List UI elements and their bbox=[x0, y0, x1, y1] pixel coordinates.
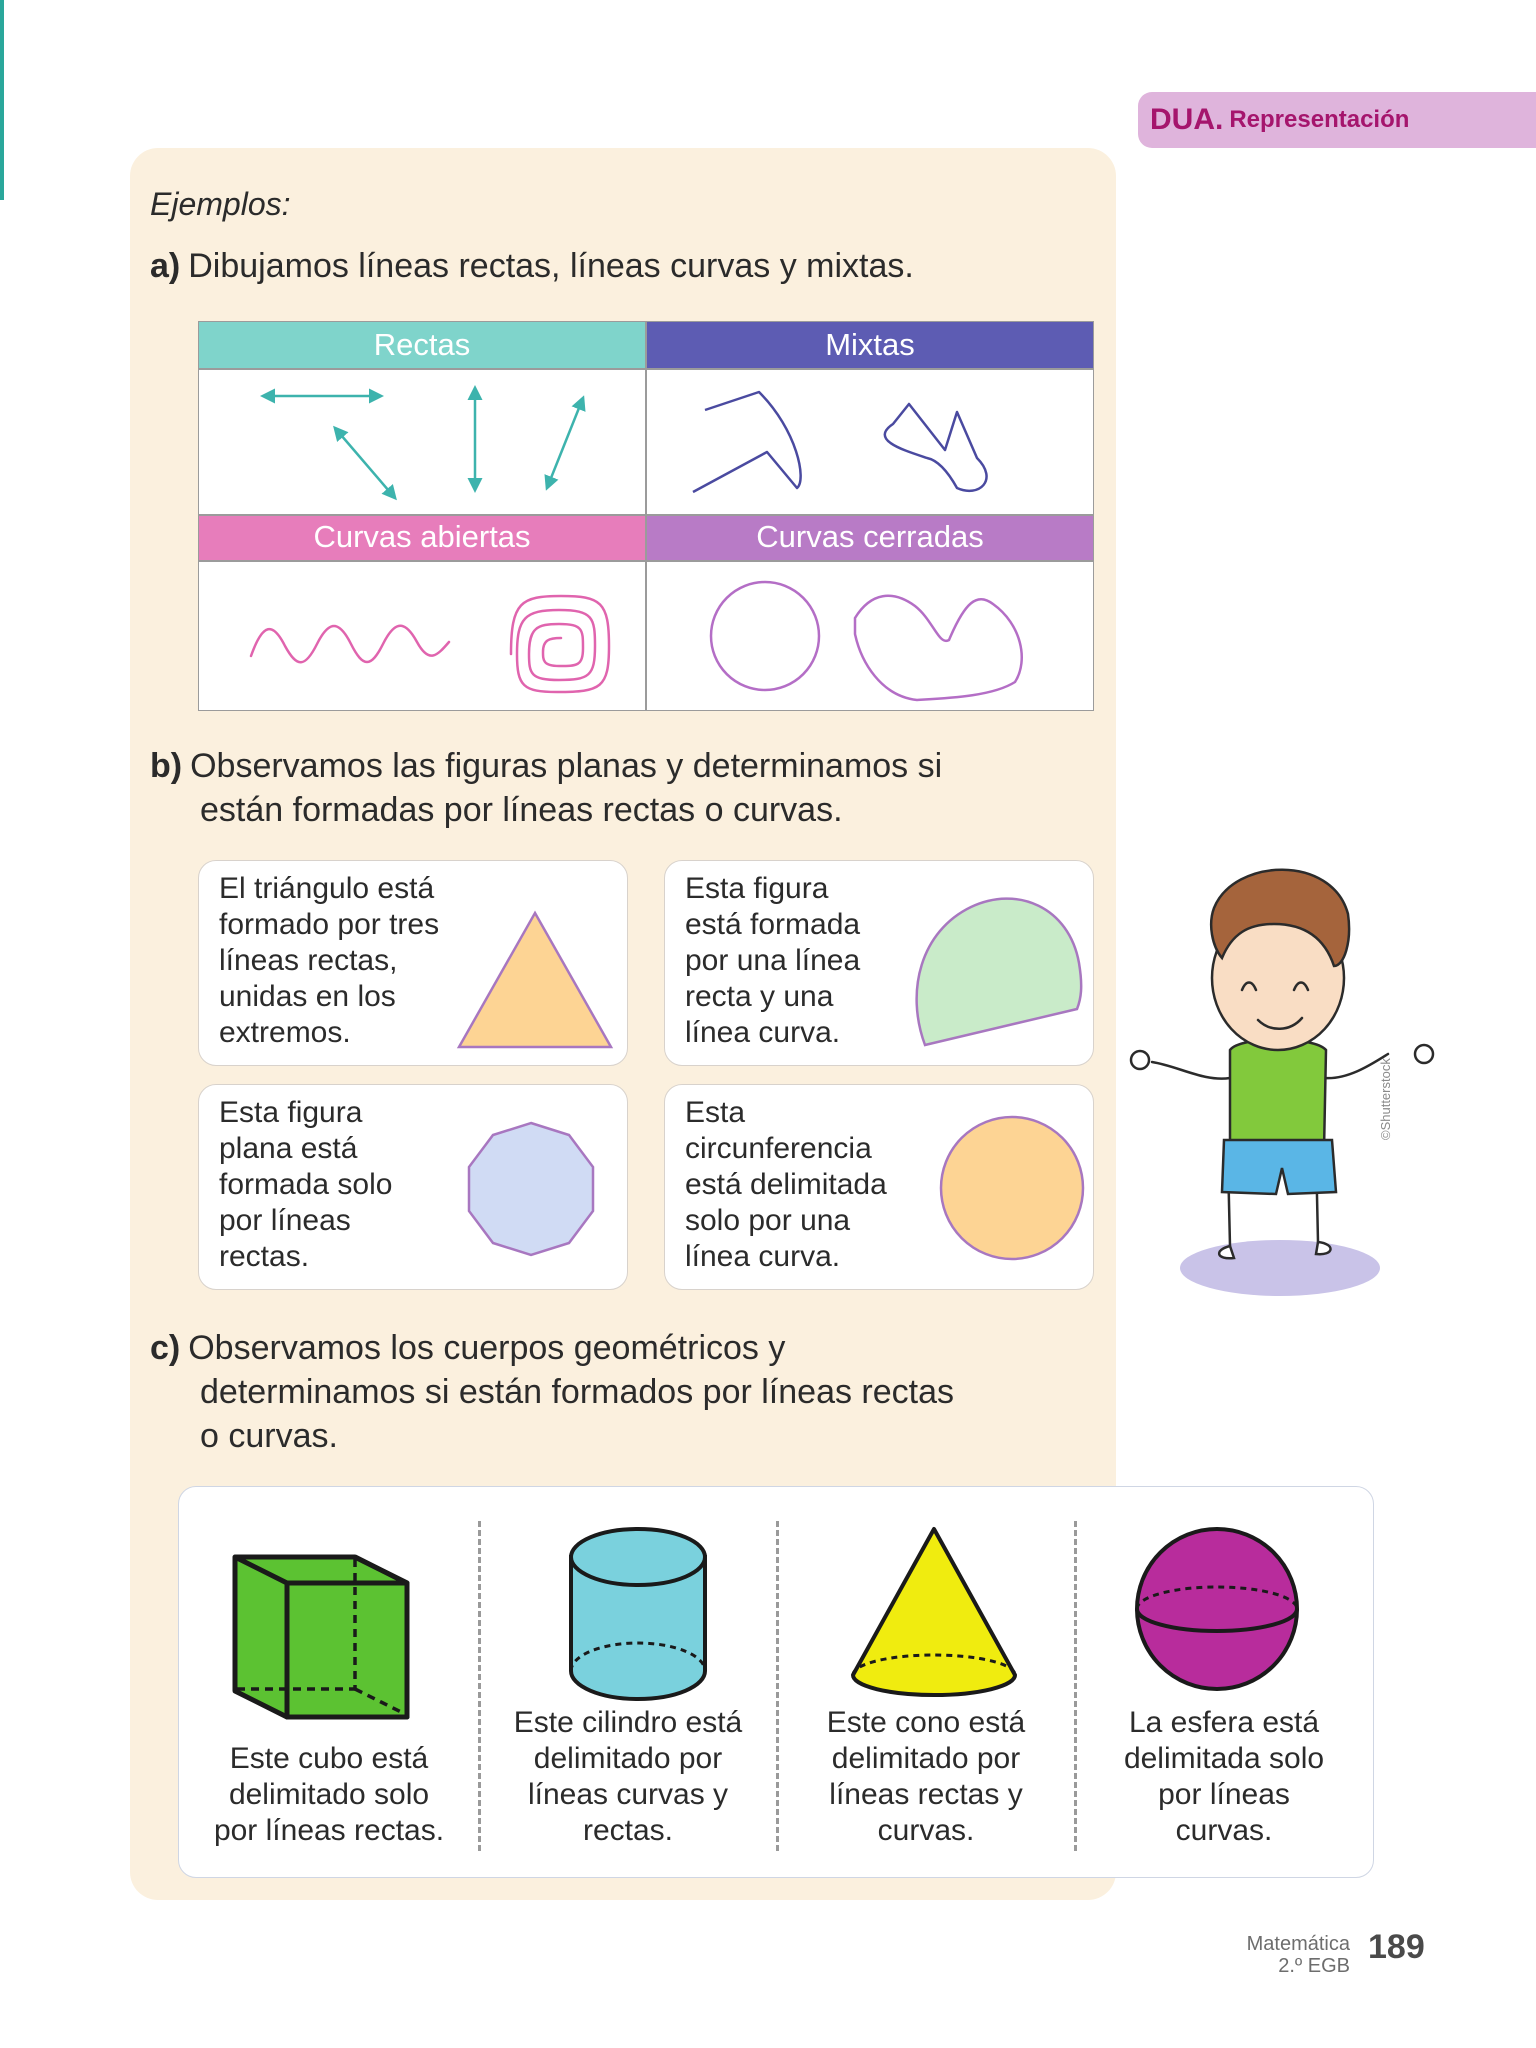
item-c-line2: determinamos si están formados por líneas rectas bbox=[200, 1373, 955, 1411]
text-line: delimitado por bbox=[533, 1742, 723, 1775]
text-line: por líneas bbox=[1158, 1778, 1290, 1811]
item-c bbox=[150, 1326, 954, 1458]
photo-credit: ©Shutterstock bbox=[1378, 1058, 1393, 1140]
page-edge-bar bbox=[0, 0, 4, 200]
footer-subject-name: Matemática bbox=[1246, 1933, 1350, 1955]
spiral-open-curve bbox=[511, 596, 609, 692]
figure-card-text bbox=[685, 1095, 887, 1275]
text-line: está delimitada bbox=[685, 1168, 887, 1201]
boy-shorts bbox=[1222, 1140, 1336, 1194]
item-c-line3: o curvas. bbox=[200, 1417, 338, 1455]
decagon-shape bbox=[461, 1119, 601, 1259]
text-line: La esfera está bbox=[1128, 1706, 1320, 1739]
mixed-line-1 bbox=[693, 392, 801, 492]
text-line: por líneas bbox=[219, 1204, 351, 1237]
sphere-solid bbox=[1133, 1525, 1301, 1693]
solids-box bbox=[178, 1486, 1374, 1878]
text-line: línea curva. bbox=[685, 1016, 841, 1049]
wavy-open-curve bbox=[251, 626, 449, 663]
figure-card-text bbox=[219, 1095, 392, 1275]
figure-card-circle bbox=[664, 1084, 1094, 1290]
text-line: Esta bbox=[685, 1096, 746, 1129]
text-line: circunferencia bbox=[685, 1132, 872, 1165]
text-line: rectas. bbox=[219, 1240, 310, 1273]
circle-shape bbox=[937, 1113, 1087, 1263]
figure-card-text bbox=[685, 871, 860, 1051]
text-line: Este cubo está bbox=[229, 1742, 429, 1775]
text-line: Este cono está bbox=[826, 1706, 1026, 1739]
table-h-divider-2 bbox=[199, 514, 1093, 516]
mixed-lines-drawing bbox=[647, 370, 1093, 514]
text-line: por una línea bbox=[685, 944, 861, 977]
closed-circle bbox=[711, 582, 819, 690]
text-line: El triángulo está bbox=[219, 872, 435, 905]
sphere-caption bbox=[1075, 1705, 1373, 1849]
dua-category: Representación bbox=[1229, 106, 1410, 133]
text-line: Esta figura bbox=[219, 1096, 363, 1129]
dua-tab bbox=[1138, 92, 1536, 148]
item-b-line1: Observamos las figuras planas y determinamos si bbox=[190, 747, 943, 785]
text-line: formada solo bbox=[219, 1168, 393, 1201]
item-b-line2: están formadas por líneas rectas o curvas. bbox=[200, 791, 843, 829]
footer-subject bbox=[1247, 1933, 1350, 1977]
text-line: está formada bbox=[685, 908, 861, 941]
text-line: recta y una bbox=[685, 980, 834, 1013]
mixed-line-2 bbox=[885, 404, 987, 491]
text-line: formado por tres bbox=[219, 908, 440, 941]
diagonal-arrow-line-2 bbox=[547, 398, 583, 488]
semicircle-shape bbox=[909, 891, 1085, 1057]
text-line: plana está bbox=[219, 1132, 358, 1165]
text-line: Esta figura bbox=[685, 872, 829, 905]
footer-grade: 2.º EGB bbox=[1278, 1955, 1350, 1977]
cylinder-solid bbox=[567, 1525, 709, 1703]
item-c-label: c) bbox=[150, 1329, 181, 1367]
closed-blob bbox=[855, 596, 1022, 700]
item-b bbox=[150, 744, 942, 832]
text-line: delimitada solo bbox=[1123, 1742, 1325, 1775]
header-mixtas: Mixtas bbox=[647, 322, 1093, 368]
item-a bbox=[150, 244, 914, 288]
figure-card-semicircle bbox=[664, 860, 1094, 1066]
text-line: solo por una bbox=[685, 1204, 851, 1237]
figure-card-text bbox=[219, 871, 439, 1051]
boy-left-arm bbox=[1152, 1062, 1230, 1079]
text-line: por líneas rectas. bbox=[213, 1814, 445, 1847]
item-a-text: Dibujamos líneas rectas, líneas curvas y mixtas. bbox=[188, 247, 914, 285]
item-b-label: b) bbox=[150, 747, 183, 785]
triangle-shape bbox=[455, 909, 615, 1053]
text-line: delimitado por bbox=[831, 1742, 1021, 1775]
text-line: rectas. bbox=[582, 1814, 674, 1847]
diagonal-arrow-line-1 bbox=[335, 428, 395, 498]
figure-card-decagon bbox=[198, 1084, 628, 1290]
item-c-line1: Observamos los cuerpos geométricos y bbox=[188, 1329, 786, 1367]
boy-left-hand bbox=[1131, 1051, 1149, 1069]
page-number: 189 bbox=[1368, 1928, 1425, 1966]
header-curvas-cerradas: Curvas cerradas bbox=[647, 514, 1093, 560]
boy-right-hand bbox=[1415, 1045, 1433, 1063]
text-line: curvas. bbox=[1175, 1814, 1273, 1847]
cube-solid bbox=[231, 1553, 421, 1721]
text-line: líneas curvas y bbox=[527, 1778, 729, 1811]
text-line: líneas rectas, bbox=[219, 944, 398, 977]
cylinder-caption bbox=[479, 1705, 777, 1849]
examples-heading: Ejemplos: bbox=[150, 186, 291, 222]
lines-table bbox=[198, 321, 1094, 711]
text-line: Este cilindro está bbox=[513, 1706, 743, 1739]
straight-lines-drawing bbox=[199, 370, 645, 514]
text-line: curvas. bbox=[877, 1814, 975, 1847]
cone-caption bbox=[777, 1705, 1075, 1849]
text-line: unidas en los bbox=[219, 980, 396, 1013]
closed-curves-drawing bbox=[647, 562, 1093, 710]
text-line: línea curva. bbox=[685, 1240, 841, 1273]
text-line: extremos. bbox=[219, 1016, 351, 1049]
boy-shadow bbox=[1180, 1240, 1380, 1296]
cube-caption bbox=[179, 1741, 479, 1849]
open-curves-drawing bbox=[199, 562, 645, 710]
header-rectas: Rectas bbox=[199, 322, 645, 368]
boy-shirt bbox=[1230, 1040, 1326, 1151]
text-line: líneas rectas y bbox=[829, 1778, 1023, 1811]
figure-card-triangle bbox=[198, 860, 628, 1066]
dua-label: DUA. bbox=[1150, 103, 1224, 136]
item-a-label: a) bbox=[150, 247, 181, 285]
cone-solid bbox=[849, 1525, 1019, 1701]
text-line: delimitado solo bbox=[228, 1778, 430, 1811]
header-curvas-abiertas: Curvas abiertas bbox=[199, 514, 645, 560]
